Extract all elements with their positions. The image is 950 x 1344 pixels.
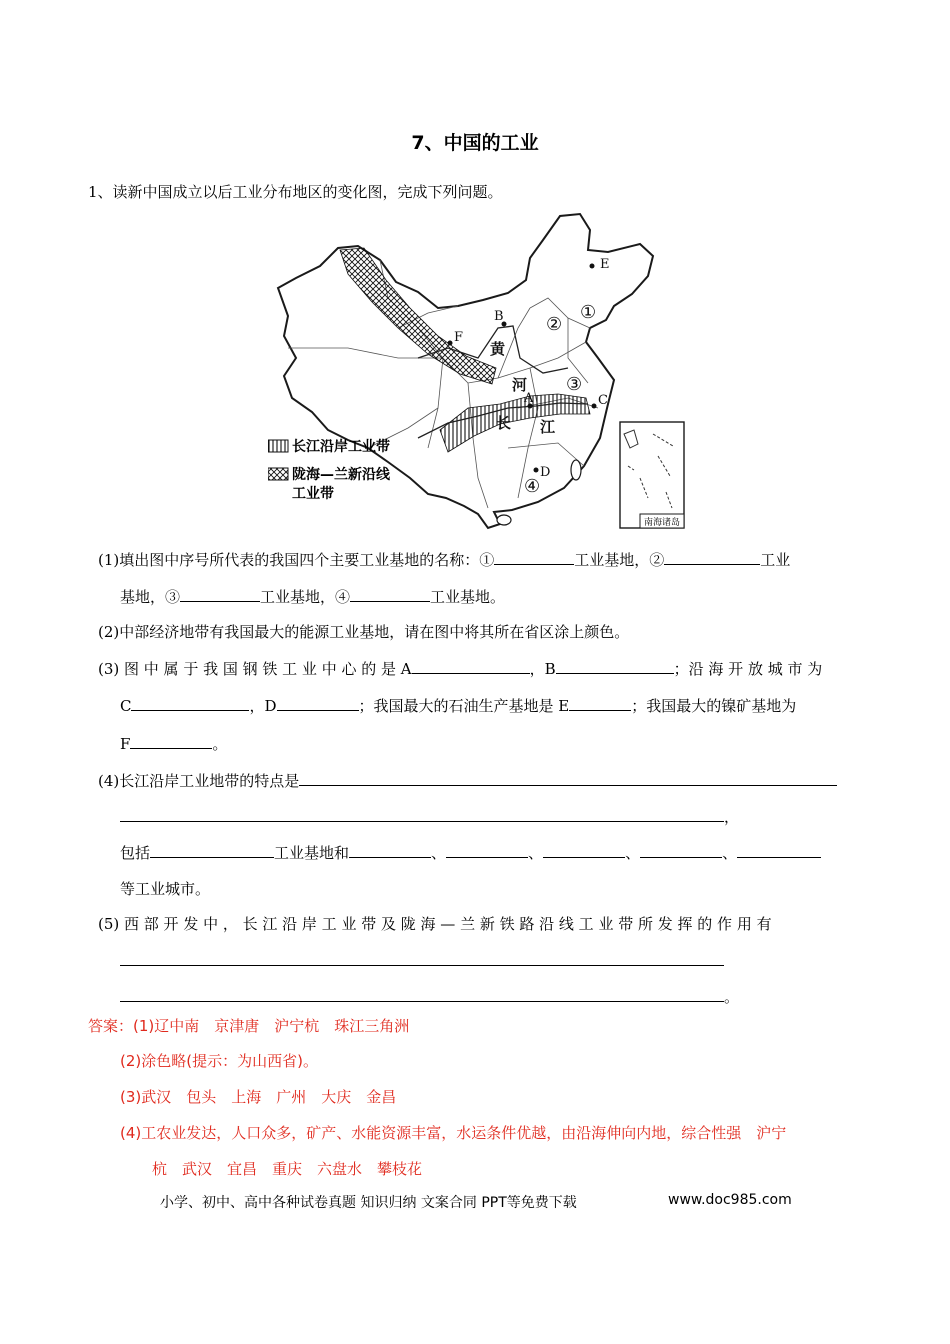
- answer-1: 答案：(1)辽中南 京津唐 沪宁杭 珠江三角洲: [88, 1017, 410, 1035]
- q3-blank-A[interactable]: [412, 658, 530, 674]
- q5-blank-2[interactable]: [120, 986, 724, 1002]
- answer-4-line-2: 杭 武汉 宜昌 重庆 六盘水 攀枝花: [152, 1160, 423, 1178]
- label-E: E: [600, 257, 610, 272]
- legend-yangtze: 长江沿岸工业带: [292, 439, 390, 455]
- label-he: 河: [512, 376, 528, 394]
- q3-blank-E[interactable]: [569, 695, 631, 711]
- label-F: F: [454, 330, 464, 345]
- answer-2: (2)涂色略(提示：为山西省)。: [120, 1052, 318, 1070]
- label-huang: 黄: [490, 340, 506, 358]
- inset-label: 南海诸岛: [643, 518, 681, 528]
- q3-blank-F[interactable]: [130, 733, 212, 749]
- footer-text: 小学、初中、高中各种试卷真题 知识归纳 文案合同 PPT等免费下载: [160, 1195, 577, 1211]
- q3-line-3: F 。: [120, 735, 228, 753]
- q3-blank-C[interactable]: [131, 695, 249, 711]
- label-chang: 长: [496, 414, 512, 432]
- q3-line-1: (3) 图 中 属 于 我 国 钢 铁 工 业 中 心 的 是 A ，B ；沿 海 开 放 城 市 为: [98, 660, 823, 678]
- q4-blank-city-1[interactable]: [349, 842, 431, 858]
- q2-line: (2)中部经济地带有我国最大的能源工业基地，请在图中将其所在省区涂上颜色。: [98, 623, 630, 641]
- label-circle-4: ④: [524, 476, 541, 497]
- q4-line-1: (4)长江沿岸工业地带的特点是: [98, 770, 837, 791]
- q4-blank-city-5[interactable]: [737, 842, 821, 858]
- q4-line-4: 等工业城市。: [120, 880, 211, 898]
- q4-blank-city-2[interactable]: [446, 842, 528, 858]
- q3-blank-D[interactable]: [277, 695, 359, 711]
- q4-blank-feature-2[interactable]: [120, 806, 724, 822]
- q3-line-2: C ，D ；我国最大的石油生产基地是 E ；我国最大的镍矿基地为: [120, 697, 797, 715]
- q1-blank-3[interactable]: [180, 586, 260, 602]
- label-circle-2: ②: [546, 314, 563, 335]
- q4-blank-feature-1[interactable]: [299, 770, 837, 786]
- q5-line-3: 。: [120, 986, 739, 1007]
- label-B: B: [494, 309, 504, 324]
- q1-line-2: 基地，③ 工业基地，④ 工业基地。: [120, 588, 506, 606]
- q4-line-3: 包括 工业基地和 、 、 、 、: [120, 842, 821, 863]
- answer-3: (3)武汉 包头 上海 广州 大庆 金昌: [120, 1088, 397, 1106]
- label-C: C: [598, 393, 608, 408]
- label-circle-3: ③: [566, 374, 583, 395]
- page-title: 7、中国的工业: [411, 132, 539, 154]
- q4-blank-city-4[interactable]: [640, 842, 722, 858]
- legend-longhai-1: 陇海—兰新沿线: [292, 467, 390, 483]
- q5-blank-1[interactable]: [120, 950, 724, 966]
- inset-frame: [620, 422, 684, 528]
- label-circle-1: ①: [580, 302, 597, 323]
- q3-blank-B[interactable]: [556, 658, 674, 674]
- question-intro: 1、读新中国成立以后工业分布地区的变化图，完成下列问题。: [88, 183, 503, 201]
- q5-line-1: (5) 西 部 开 发 中 ， 长 江 沿 岸 工 业 带 及 陇 海 — 兰 新 铁 路 沿 线 工 业 带 所 发 挥 的 作 用 有: [98, 915, 772, 933]
- legend-longhai-2: 工业带: [292, 486, 334, 502]
- answer-4-line-1: (4)工农业发达，人口众多，矿产、水能资源丰富，水运条件优越，由沿海伸向内地，综合性强 沪宁: [120, 1124, 787, 1142]
- q1-blank-2[interactable]: [664, 549, 760, 565]
- label-D: D: [540, 465, 551, 480]
- q1-blank-1[interactable]: [494, 549, 574, 565]
- q1-line-1: (1)填出图中序号所代表的我国四个主要工业基地的名称：① 工业基地，② 工业: [98, 551, 791, 569]
- q5-line-2: [120, 950, 724, 971]
- q1-blank-4[interactable]: [350, 586, 430, 602]
- q4-line-2: ，: [120, 806, 739, 827]
- industry-map: [268, 208, 688, 533]
- label-A: A: [524, 391, 534, 406]
- china-industry-map: [268, 208, 688, 533]
- q4-blank-city-3[interactable]: [543, 842, 625, 858]
- map-legend: [268, 438, 391, 502]
- label-jiang: 江: [540, 418, 556, 436]
- footer-url[interactable]: www.doc985.com: [668, 1192, 792, 1208]
- q4-blank-base[interactable]: [150, 842, 274, 858]
